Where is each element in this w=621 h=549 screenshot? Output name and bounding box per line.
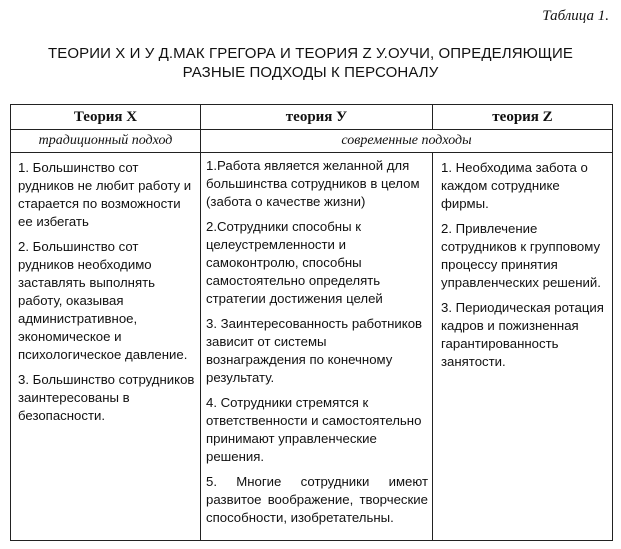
theory-y-item: 5. Многие сотрудники имеют развитое воображение, творческие способности, изобретательны. — [206, 474, 428, 525]
title-line-2: РАЗНЫЕ ПОДХОДЫ К ПЕРСОНАЛУ — [182, 64, 439, 81]
header-theory-y: теория У — [201, 105, 433, 130]
approach-row — [11, 130, 613, 153]
theory-x-item: 3. Большинство сотрудников заинтересованы в безопасности. — [18, 372, 195, 423]
theory-x-item: 1. Большинство сот рудников не любит работу и старается по возможности ее избегать — [18, 160, 192, 229]
content-row — [11, 153, 613, 541]
document-title — [0, 44, 621, 82]
theory-y-item: 4. Сотрудники стремятся к ответственности и самостоятельно принимают управленческие решения. — [206, 395, 422, 464]
theory-z-item: 1. Необходима забота о каждом сотруднике фирмы. — [441, 160, 588, 211]
theory-x-cell — [11, 153, 201, 541]
header-row — [11, 105, 613, 130]
theory-y-cell — [201, 153, 433, 541]
theory-y-item: 3. Заинтересованность работников зависит от системы вознаграждения по конечному результату. — [206, 316, 423, 385]
theory-y-item: 2.Сотрудники способны к целеустремленности и самоконтролю, способны самостоятельно определять стратегии достижения целей — [206, 219, 383, 306]
approach-modern: современные подходы — [201, 130, 613, 153]
theory-z-item: 2. Привлечение сотрудников к групповому процессу принятия управленческих решений. — [441, 221, 601, 290]
theory-y-item: 1.Работа является желанной для большинства сотрудников в целом (забота о качестве жизни) — [206, 158, 420, 209]
title-line-1: ТЕОРИИ X И У Д.МАК ГРЕГОРА И ТЕОРИЯ Z У.ОУЧИ, ОПРЕДЕЛЯЮЩИЕ — [47, 45, 574, 62]
table-caption: Таблица 1. — [542, 8, 609, 24]
approach-traditional: традиционный подход — [11, 130, 201, 153]
header-theory-x: Теория X — [11, 105, 201, 130]
theory-z-cell — [433, 153, 613, 541]
header-theory-z: теория Z — [433, 105, 613, 130]
theory-z-item: 3. Периодическая ротация кадров и пожизненная гарантированность занятости. — [441, 300, 604, 369]
theory-x-item: 2. Большинство сот рудников необходимо заставлять выполнять работу, оказывая административное, экономическое и психологическое давление. — [18, 239, 188, 362]
theories-table — [10, 104, 613, 541]
